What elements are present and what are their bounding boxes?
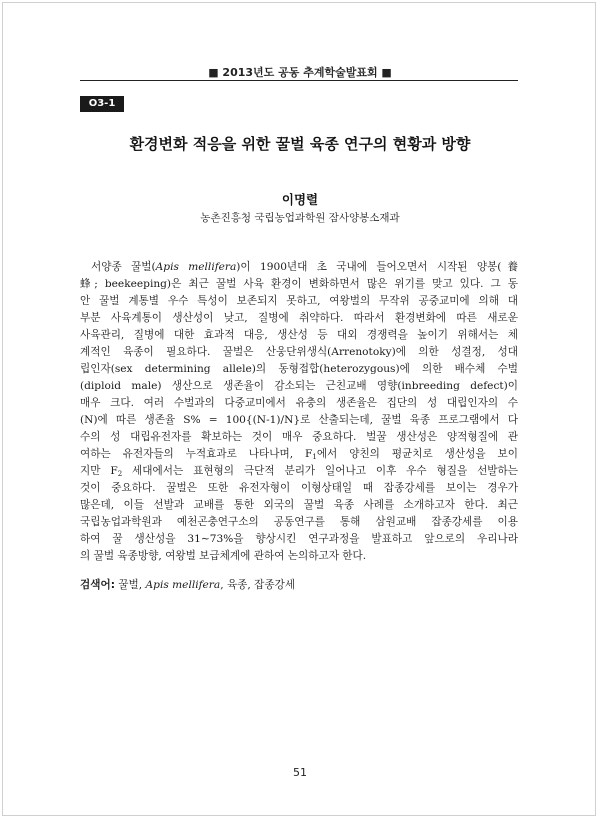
abstract-line: 립인자(sex determining allele)의 동형접합(heterozygous)에 의한 배수체 수벌 <box>80 363 518 375</box>
abstract-line: 많은데, 이들 선발과 교배를 통한 외국의 꿀벌 육종 사례를 소개하고자 한다. 최근 <box>80 499 518 511</box>
abstract-line: 수의 성 대립유전자를 확보하는 것이 매우 중요하다. 벌꿀 생산성은 양적형질에 관 <box>80 431 518 443</box>
keyword-species: Apis mellifera <box>145 579 221 591</box>
abstract-line: 국립농업과학원과 예천곤충연구소의 공동연구를 통해 삼원교배 잡종강세를 이용 <box>80 516 518 528</box>
abstract-line: 안 꿀벌 계통별 우수 특성이 보존되지 못하고, 여왕벌의 무작위 공중교미에 의해 대 <box>80 295 518 307</box>
abstract-line: (diploid male) 생산으로 생존율이 감소되는 근친교배 영향(inbreeding defect)이 <box>80 380 518 392</box>
abstract-body <box>80 259 518 565</box>
abstract-line: 매우 크다. 여러 수벌과의 다중교미에서 유충의 생존율은 집단의 성 대립인자의 수 <box>80 397 518 409</box>
abstract-line: 부분 사육계통이 생산성이 낮고, 질병에 취약하다. 따라서 환경변화에 따른 새로운 <box>80 312 518 324</box>
keywords-line <box>80 577 518 592</box>
abstract-line: 의 꿀벌 육종방향, 여왕벌 보급체계에 관하여 논의하고자 한다. <box>80 550 367 562</box>
session-badge: O3-1 <box>80 96 124 112</box>
abstract-line: 지만 $F_2$ 세대에서는 표현형의 극단적 분리가 일어나고 이후 우수 형질을 선발하는 <box>80 465 519 478</box>
conference-header: ■ 2013년도 공동 추계학술발표회 ■ <box>208 66 392 79</box>
abstract-line: 여하는 유전자들의 누적효과로 나타나며, $F_1$에서 양친의 평균치로 생산성을 보이 <box>80 448 518 461</box>
abstract-line: 사육관리, 질병에 대한 효과적 대응, 생산성 등 대외 경쟁력을 높이기 위해서는 체 <box>80 329 518 341</box>
abstract-line: 서양종 꿀벌(Apis mellifera)이 1900년대 초 국내에 들어오면서 시작된 양봉(養 <box>91 261 518 273</box>
author-name: 이명렬 <box>281 192 319 207</box>
keyword-text: 꿀벌, <box>114 579 146 591</box>
abstract-line: (N)에 따른 생존율 S% = 100{(N-1)/N}로 산출되는데, 꿀벌 육종 프로그램에서 다 <box>80 414 518 426</box>
abstract-line: 계적인 육종이 필요하다. 꿀벌은 산웅단위생식(Arrenotoky)에 의한 성결정, 성대 <box>80 346 518 358</box>
keywords-label: 검색어: <box>80 579 115 591</box>
abstract-line: 하여 꿀 생산성을 31∼73%을 향상시킨 연구과정을 발표하고 앞으로의 우리나라 <box>80 533 518 545</box>
abstract-line: 蜂; beekeeping)은 최근 꿀벌 사육 환경이 변화하면서 많은 위기를 맞고 있다. 그 동 <box>80 278 518 290</box>
keyword-text: , 육종, 잡종강세 <box>220 579 296 591</box>
page-number: 51 <box>293 766 307 779</box>
header-divider <box>80 80 518 81</box>
author-affiliation: 농촌진흥청 국립농업과학원 잠사양봉소재과 <box>200 212 400 224</box>
abstract-line: 것이 중요하다. 꿀벌은 또한 유전자형이 이형상태일 때 잡종강세를 보이는 경우가 <box>80 482 518 494</box>
paper-title: 환경변화 적응을 위한 꿀벌 육종 연구의 현황과 방향 <box>129 135 471 153</box>
